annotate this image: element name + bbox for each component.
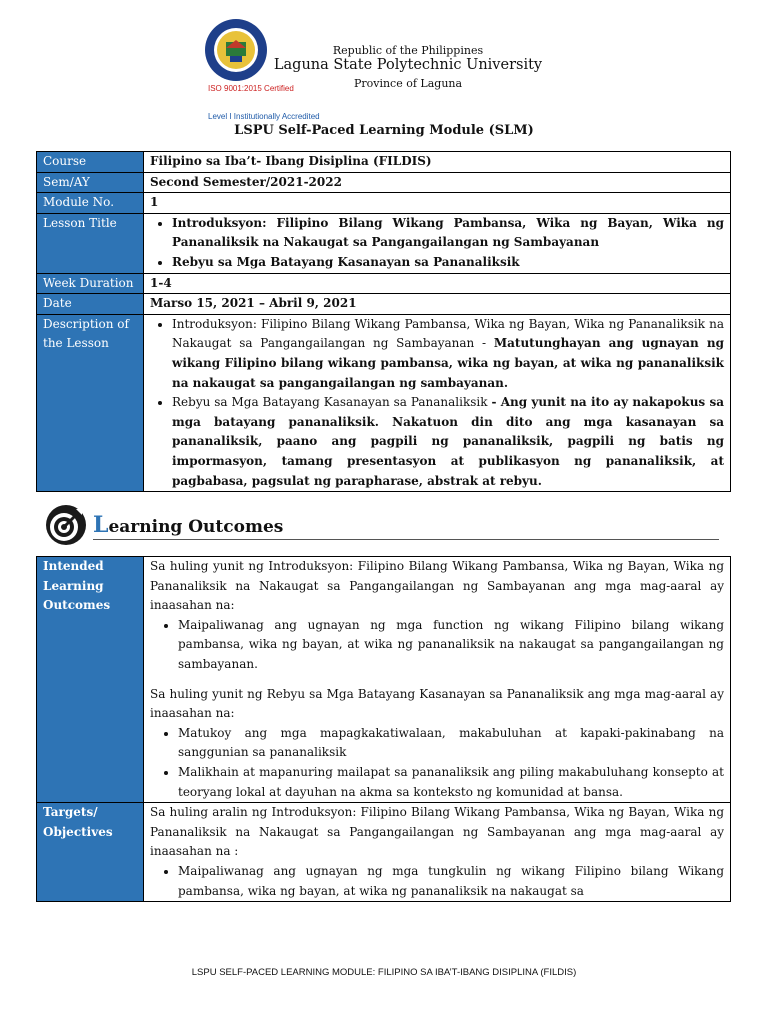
description-body: - Ang yunit na ito ay nakapokus sa mga batayang pananaliksik. Nakatuon din dito ang mga kasanayan sa pananaliksik, paano ang pagpili ng pananaliksik, pagpili ng batis ng impormasyon, tamang presentasyon at publikasyon ng pananaliksik, at pagbabasa, pagsulat ng parapharase, abstrak at rebyu. (172, 395, 724, 488)
course-label: Course (37, 152, 144, 173)
ilo-item: • Malikhain at mapanuring mailapat sa pananaliksik ang piling makabuluhang konsepto at teoryang lokal at dayuhan na akma sa konteksto ng komunidad at bansa. (178, 763, 724, 802)
republic-heading: Republic of the Philippines (332, 44, 484, 57)
targets-intro: Sa huling aralin ng Introduksyon: Filipino Bilang Wikang Pambansa, Wika ng Bayan, Wika ng Pananaliksik na Nakaugat sa Pangangailangan ng Sambayanan ang mga mag-aaral ay inaasahan na : (150, 805, 724, 859)
description-item (172, 393, 724, 491)
targets-label: Targets/ Objectives (37, 803, 144, 902)
course-value: Filipino sa Iba’t- Ibang Disiplina (FILDIS) (144, 152, 731, 173)
description-label: Description of the Lesson (37, 314, 144, 491)
title-initial: L (93, 512, 109, 538)
ilo-list (150, 724, 724, 802)
ilo-cell (144, 557, 731, 803)
module-label: Module No. (37, 193, 144, 214)
ilo-item: • Matukoy ang mga mapagkakatiwalaan, makabuluhan at kapaki-pakinabang na sanggunian sa pananaliksik (178, 724, 724, 763)
ilo-intro: Sa huling yunit ng Introduksyon: Filipino Bilang Wikang Pambansa, Wika ng Bayan, Wika ng Pananaliksik na Nakaugat sa Pangangailangan ng Sambayanan ang mga mag-aaral ay inaasahan na: (150, 559, 724, 613)
ilo-label: Intended Learning Outcomes (37, 557, 144, 803)
description-body: Matutunghayan ang ugnayan ng wikang Filipino bilang wikang pambansa, wika ng bayan, at wika ng pananaliksik na nakaugat sa pangangailangan ng sambayanan. (172, 336, 724, 390)
description-item (172, 315, 724, 393)
ilo-list (150, 616, 724, 675)
week-row (37, 273, 731, 294)
sem-value: Second Semester/2021-2022 (144, 172, 731, 193)
heading-divider (93, 539, 719, 540)
course-row (37, 152, 731, 173)
module-row (37, 193, 731, 214)
lesson-row (37, 213, 731, 273)
lesson-label: Lesson Title (37, 213, 144, 273)
title-rest: earning Outcomes (108, 517, 284, 537)
lesson-list (150, 214, 724, 273)
sem-label: Sem/AY (37, 172, 144, 193)
module-value: 1 (144, 193, 731, 214)
province-heading: Province of Laguna (353, 77, 463, 90)
document-header (0, 0, 768, 150)
ilo-intro: Sa huling yunit ng Rebyu sa Mga Batayang Kasanayan sa Pananaliksik ang mga mag-aaral ay inaasahan na: (150, 686, 724, 721)
week-value: 1-4 (144, 273, 731, 294)
lesson-item: • Introduksyon: Filipino Bilang Wikang Pambansa, Wika ng Bayan, Wika ng Pananaliksik na Nakaugat sa Pangangailangan ng Sambayanan (172, 214, 724, 253)
sem-row (37, 172, 731, 193)
description-lead: Introduksyon: Filipino Bilang Wikang Pambansa, Wika ng Bayan, Wika ng Pananaliksik na Nakaugat sa Pangangailangan ng Sambayanan - (172, 316, 724, 351)
ilo-row (37, 557, 731, 803)
accreditation-label: Level I Institutionally Accredited (208, 112, 320, 121)
lesson-cell (144, 213, 731, 273)
ilo-item: • Maipaliwanag ang ugnayan ng mga function ng wikang Filipino bilang wikang pambansa, wika ng bayan, at wika ng pananaliksik na nakaugat sa pangangailangan ng sambayanan. (178, 616, 724, 675)
outcomes-table (36, 556, 731, 902)
week-label: Week Duration (37, 273, 144, 294)
iso-certified-label: ISO 9001:2015 Certified (208, 84, 294, 93)
learning-outcomes-heading (44, 503, 684, 547)
targets-item: • Maipaliwanag ang ugnayan ng mga tungkulin ng wikang Filipino bilang Wikang pambansa, wika ng bayan, at wika ng pananaliksik na nakaugat sa (178, 862, 724, 901)
description-list (150, 315, 724, 491)
description-lead: Rebyu sa Mga Batayang Kasanayan sa Pananaliksik (172, 395, 492, 410)
targets-row (37, 803, 731, 902)
module-title: LSPU Self-Paced Learning Module (SLM) (234, 123, 534, 138)
description-cell (144, 314, 731, 491)
page-footer: LSPU SELF-PACED LEARNING MODULE: FILIPINO SA IBA’T-IBANG DISIPLINA (FILDIS) (191, 967, 577, 978)
university-name: Laguna State Polytechnic University (273, 57, 543, 73)
learning-outcomes-title (93, 512, 283, 538)
course-info-table (36, 151, 731, 492)
lesson-item: • Rebyu sa Mga Batayang Kasanayan sa Pananaliksik (172, 253, 724, 273)
date-label: Date (37, 294, 144, 315)
date-value: Marso 15, 2021 – Abril 9, 2021 (144, 294, 731, 315)
date-row (37, 294, 731, 315)
description-row (37, 314, 731, 491)
targets-list (150, 862, 724, 901)
targets-cell (144, 803, 731, 902)
target-icon (44, 503, 88, 547)
